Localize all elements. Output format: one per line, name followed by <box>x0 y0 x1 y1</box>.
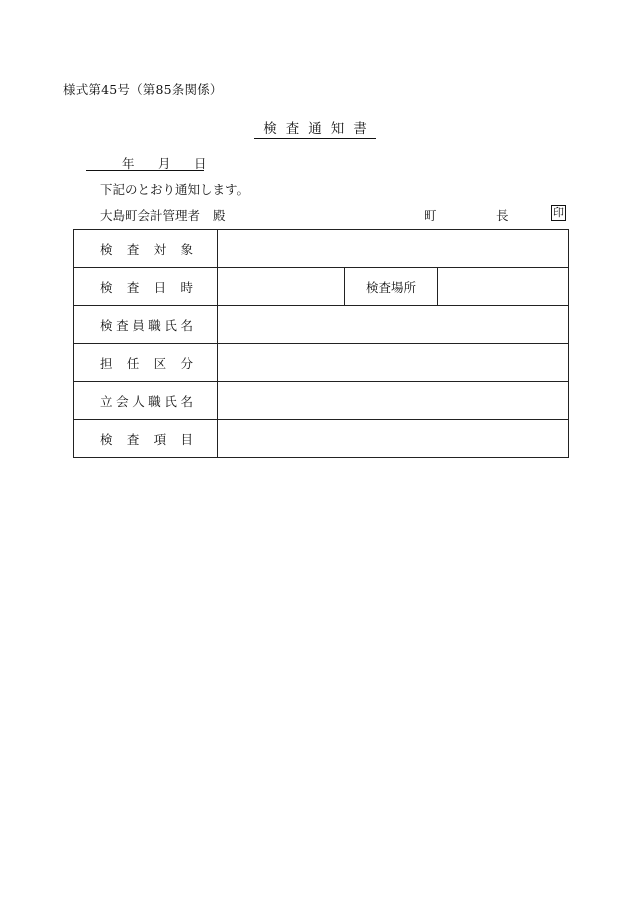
row-label-inspection-target: 検査対象 <box>74 230 218 268</box>
date-month-label: 月 <box>158 156 171 171</box>
inspection-target-field[interactable] <box>218 230 569 268</box>
row-label-inspector-name: 検査員職氏名 <box>74 306 218 344</box>
honorific: 殿 <box>213 208 226 223</box>
responsibility-field[interactable] <box>218 344 569 382</box>
row-label-responsibility: 担任区分 <box>74 344 218 382</box>
sender-head: 長 <box>496 208 509 223</box>
sender-town: 町 <box>424 208 437 223</box>
form-number: 様式第45号（第85条関係） <box>63 82 223 97</box>
date-day-label: 日 <box>194 156 207 171</box>
table-row <box>74 268 569 306</box>
inspection-items-field[interactable] <box>218 420 569 458</box>
row-label-inspection-items: 検査項目 <box>74 420 218 458</box>
table-row <box>74 420 569 458</box>
witness-name-field[interactable] <box>218 382 569 420</box>
date-line <box>86 154 207 171</box>
document-title-wrapper <box>0 118 630 139</box>
inspection-place-field[interactable] <box>438 268 569 306</box>
date-year-label: 年 <box>122 156 135 171</box>
document-title: 検査通知書 <box>254 121 376 139</box>
table-row <box>74 382 569 420</box>
table-row <box>74 344 569 382</box>
table-row <box>74 306 569 344</box>
seal-mark: 印 <box>553 206 564 219</box>
row-label-witness-name: 立会人職氏名 <box>74 382 218 420</box>
inspection-datetime-field[interactable] <box>218 268 345 306</box>
notice-text: 下記のとおり通知します。 <box>100 182 250 197</box>
addressee: 大島町会計管理者 <box>100 208 201 223</box>
row-label-inspection-place: 検査場所 <box>345 268 438 306</box>
inspection-table <box>73 229 569 458</box>
table-row <box>74 230 569 268</box>
row-label-inspection-datetime: 検査日時 <box>74 268 218 306</box>
inspector-name-field[interactable] <box>218 306 569 344</box>
